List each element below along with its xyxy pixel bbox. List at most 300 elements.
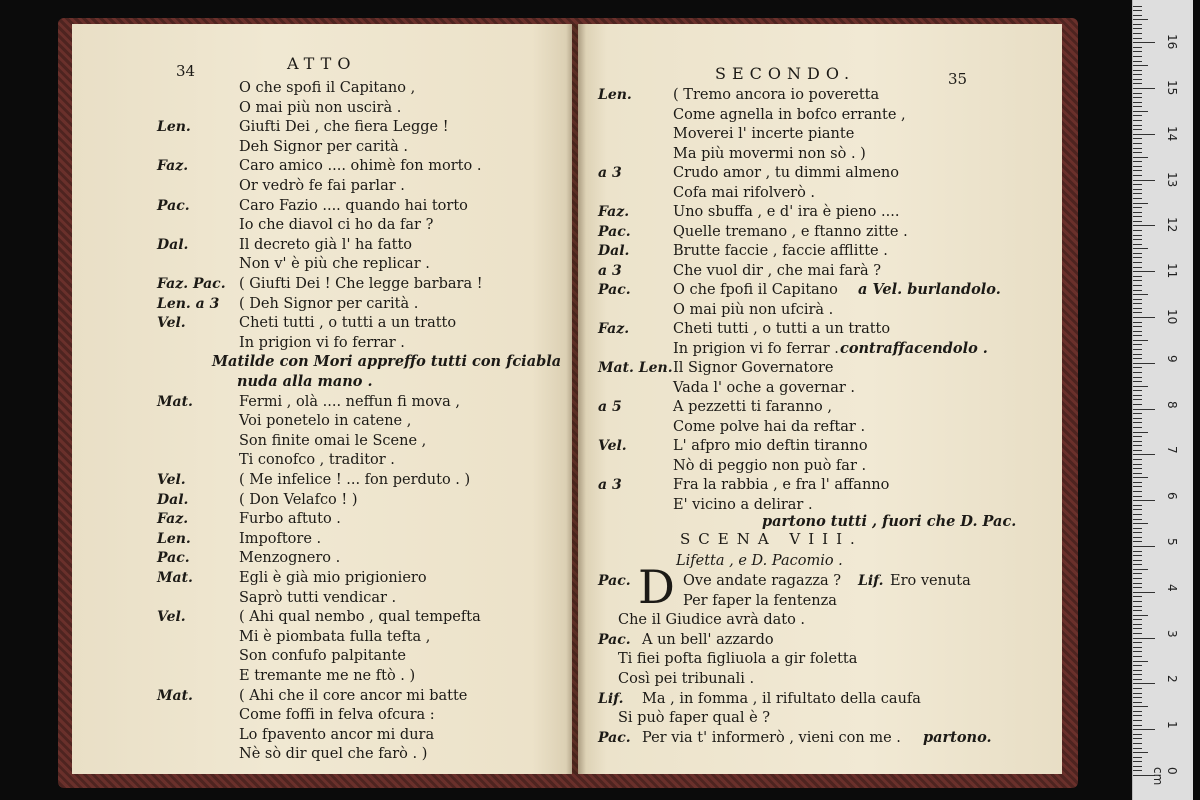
verse-line: Io che diavol ci ho da far ? bbox=[239, 217, 434, 234]
ruler-tick bbox=[1133, 770, 1142, 771]
ruler-tick bbox=[1133, 207, 1142, 208]
ruler-tick bbox=[1133, 757, 1142, 758]
ruler-tick bbox=[1133, 656, 1142, 657]
verse-line: ( Me infelice ! ... fon perduto . ) bbox=[239, 472, 471, 488]
ruler-tick bbox=[1133, 74, 1142, 75]
ruler-tick bbox=[1133, 51, 1142, 52]
verse-line: O mai più non uscirà . bbox=[239, 99, 402, 116]
ruler-tick bbox=[1133, 285, 1142, 286]
ruler-tick bbox=[1133, 290, 1142, 291]
ruler-tick bbox=[1133, 670, 1142, 671]
ruler-tick bbox=[1133, 93, 1142, 94]
ruler-tick bbox=[1133, 65, 1148, 66]
ruler-tick bbox=[1133, 372, 1142, 373]
ruler-tick bbox=[1133, 537, 1142, 538]
ruler-tick bbox=[1133, 10, 1142, 11]
ruler-tick bbox=[1133, 505, 1142, 506]
speaker-label: Faz. bbox=[157, 511, 189, 528]
ruler-label: 2 bbox=[1165, 675, 1179, 684]
ruler-tick bbox=[1133, 583, 1142, 584]
verse-line: Giufti Dei , che fiera Legge ! bbox=[239, 119, 449, 136]
speaker-label: Pac. bbox=[598, 729, 631, 746]
running-header-right: SECONDO. bbox=[715, 64, 856, 83]
ruler-tick bbox=[1133, 459, 1142, 460]
speaker-label: a 5 bbox=[598, 399, 622, 415]
speaker-label: Len. bbox=[157, 119, 191, 136]
verse-line: Furbo aftuto . bbox=[239, 511, 341, 528]
ruler-tick bbox=[1133, 134, 1155, 135]
verse-line: Or vedrò fe fai parlar . bbox=[239, 178, 405, 194]
ruler-tick bbox=[1133, 97, 1142, 98]
speaker-label: a 3 bbox=[598, 262, 622, 279]
ruler-tick bbox=[1133, 473, 1142, 474]
verse-line: Come polve hai da reftar . bbox=[673, 418, 866, 435]
ruler-tick bbox=[1133, 198, 1142, 199]
ruler-tick bbox=[1133, 674, 1142, 675]
ruler-tick bbox=[1133, 308, 1142, 309]
ruler-tick bbox=[1133, 344, 1142, 345]
ruler-tick bbox=[1133, 335, 1142, 336]
ruler-tick bbox=[1133, 276, 1142, 277]
ruler-tick bbox=[1133, 358, 1142, 359]
speaker-label: Vel. bbox=[157, 472, 186, 488]
scene-characters: Lifetta , e D. Pacomio . bbox=[676, 553, 843, 569]
ruler-tick bbox=[1133, 390, 1142, 391]
ruler-tick bbox=[1133, 166, 1142, 167]
verse-line: Fermi , olà .... neffun fi mova , bbox=[239, 393, 460, 410]
speaker-label: Faz. bbox=[598, 321, 630, 337]
ruler-tick bbox=[1133, 445, 1142, 446]
speaker-label: Dal. bbox=[157, 236, 189, 253]
verse-line: Cofa mai rifolverò . bbox=[673, 184, 816, 201]
ruler-tick bbox=[1133, 47, 1142, 48]
ruler-label: 16 bbox=[1165, 34, 1179, 50]
ruler-tick bbox=[1133, 106, 1142, 107]
ruler-tick bbox=[1133, 148, 1142, 149]
prose-line: Ma , in fomma , il rifultato della caufa bbox=[642, 690, 921, 707]
page-number-left: 34 bbox=[176, 62, 196, 80]
ruler-tick bbox=[1133, 413, 1142, 414]
speaker-label: Dal. bbox=[157, 491, 189, 508]
ruler-tick bbox=[1133, 280, 1142, 281]
ruler-tick bbox=[1133, 528, 1142, 529]
ruler-tick bbox=[1133, 138, 1142, 139]
ruler-tick bbox=[1133, 175, 1142, 176]
ruler-tick bbox=[1133, 193, 1142, 194]
verse-line: Son finite omai le Scene , bbox=[239, 432, 427, 449]
page-number-right: 35 bbox=[948, 70, 968, 88]
ruler-tick bbox=[1133, 610, 1142, 611]
ruler-tick bbox=[1133, 404, 1142, 405]
verse-line: O che fpofi il Capitano bbox=[673, 282, 838, 298]
verse-line: In prigion vi fo ferrar . bbox=[673, 340, 839, 357]
left-page bbox=[72, 24, 572, 774]
ruler-tick bbox=[1133, 221, 1142, 222]
ruler-tick bbox=[1133, 661, 1148, 662]
speaker-label: Pac. bbox=[598, 573, 631, 589]
verse-line: Nè sò dir quel che farò . ) bbox=[239, 746, 428, 763]
ruler-tick bbox=[1133, 491, 1142, 492]
ruler-tick bbox=[1133, 725, 1142, 726]
prose-line: A un bell' azzardo bbox=[642, 631, 774, 648]
speaker-label: Lif. bbox=[858, 573, 884, 589]
stage-aside: a Vel. burlandolo. bbox=[858, 281, 1001, 298]
ruler-tick bbox=[1133, 262, 1142, 263]
ruler-tick bbox=[1133, 267, 1142, 268]
ruler-tick bbox=[1133, 216, 1142, 217]
ruler-tick bbox=[1133, 363, 1155, 364]
ruler-label: 4 bbox=[1165, 583, 1179, 592]
ruler-label: 10 bbox=[1165, 309, 1179, 325]
verse-line: E tremante me ne ftò . ) bbox=[239, 668, 416, 684]
speaker-label: Len. a 3 bbox=[157, 295, 220, 312]
ruler-tick bbox=[1133, 752, 1148, 753]
ruler-tick bbox=[1133, 436, 1142, 437]
ruler-tick bbox=[1133, 432, 1148, 433]
ruler-tick bbox=[1133, 454, 1155, 455]
ruler-tick bbox=[1133, 688, 1142, 689]
ruler-label: 0 cm bbox=[1151, 767, 1179, 786]
verse-line: ( Deh Signor per carità . bbox=[239, 295, 419, 312]
ruler-tick bbox=[1133, 212, 1142, 213]
verse-line: Crudo amor , tu dimmi almeno bbox=[673, 165, 899, 181]
verse-line: Caro Fazio .... quando hai torto bbox=[239, 197, 468, 214]
speaker-label: Faz. Pac. bbox=[157, 276, 226, 292]
ruler-tick bbox=[1133, 693, 1142, 694]
ruler-tick bbox=[1133, 418, 1142, 419]
verse-line: ( Don Velafco ! ) bbox=[239, 491, 358, 508]
speaker-label: Len. bbox=[157, 530, 191, 547]
ruler-tick bbox=[1133, 519, 1142, 520]
ruler-tick bbox=[1133, 409, 1155, 410]
book-gutter bbox=[566, 24, 586, 774]
verse-line: Non v' è più che replicar . bbox=[239, 256, 430, 273]
verse-line: ( Giufti Dei ! Che legge barbara ! bbox=[239, 276, 483, 292]
stage-aside: partono. bbox=[923, 728, 992, 746]
ruler-tick bbox=[1133, 541, 1142, 542]
ruler-tick bbox=[1133, 38, 1142, 39]
verse-line: Deh Signor per carità . bbox=[239, 138, 409, 155]
speaker-label: Pac. bbox=[157, 550, 190, 567]
ruler-tick bbox=[1133, 679, 1142, 680]
prose-line: Ove andate ragazza ? bbox=[683, 573, 842, 589]
verse-line: Matilde con Mori appreffo tutti con fciabla bbox=[212, 353, 562, 371]
verse-line: Cheti tutti , o tutti a un tratto bbox=[673, 321, 891, 337]
ruler-tick bbox=[1133, 331, 1142, 332]
speaker-label: Faz. bbox=[157, 158, 189, 175]
exit-direction: partono tutti , fuori che D. Pac. bbox=[762, 513, 1017, 530]
ruler-tick bbox=[1133, 42, 1155, 43]
speaker-label: Faz. bbox=[598, 204, 630, 220]
drop-capital: D bbox=[638, 560, 675, 614]
ruler-tick bbox=[1133, 143, 1142, 144]
verse-line: A pezzetti ti faranno , bbox=[673, 399, 832, 415]
prose-line: Ti fiei pofta figliuola a gir foletta bbox=[618, 651, 858, 668]
ruler-tick bbox=[1133, 665, 1142, 666]
ruler-tick bbox=[1133, 111, 1148, 112]
speaker-label: Pac. bbox=[598, 282, 631, 298]
ruler-tick bbox=[1133, 706, 1148, 707]
verse-line: Egli è già mio prigioniero bbox=[239, 570, 427, 586]
ruler-tick bbox=[1133, 340, 1148, 341]
ruler-tick bbox=[1133, 257, 1142, 258]
ruler-tick bbox=[1133, 56, 1142, 57]
ruler-tick bbox=[1133, 157, 1148, 158]
verse-line: Come foffi in felva ofcura : bbox=[239, 707, 435, 724]
verse-line: Brutte faccie , faccie afflitte . bbox=[673, 243, 888, 259]
verse-line: In prigion vi fo ferrar . bbox=[239, 334, 405, 351]
ruler-tick bbox=[1133, 161, 1142, 162]
verse-line: Caro amico .... ohimè fon morto . bbox=[239, 158, 482, 175]
prose-line: Per faper la fentenza bbox=[683, 592, 837, 609]
speaker-label: Vel. bbox=[598, 438, 627, 454]
ruler-tick bbox=[1133, 312, 1142, 313]
ruler-tick bbox=[1133, 152, 1142, 153]
right-page bbox=[578, 24, 1062, 774]
ruler-tick bbox=[1133, 303, 1142, 304]
ruler-tick bbox=[1133, 120, 1142, 121]
verse-line: Mi è piombata fulla tefta , bbox=[239, 628, 431, 645]
ruler-tick bbox=[1133, 482, 1142, 483]
ruler-tick bbox=[1133, 317, 1155, 318]
verse-line: Il decreto già l' ha fatto bbox=[239, 236, 413, 253]
ruler-tick bbox=[1133, 326, 1142, 327]
ruler-tick bbox=[1133, 115, 1142, 116]
ruler-label: 6 bbox=[1165, 492, 1179, 500]
ruler-tick bbox=[1133, 761, 1142, 762]
ruler-tick bbox=[1133, 551, 1142, 552]
ruler-tick bbox=[1133, 271, 1155, 272]
verse-line: Ma più movermi non sò . ) bbox=[673, 145, 866, 162]
verse-line: ( Tremo ancora io poveretta bbox=[673, 87, 880, 103]
verse-line: Saprò tutti vendicar . bbox=[239, 589, 397, 606]
ruler-tick bbox=[1133, 500, 1155, 501]
ruler-tick bbox=[1133, 6, 1142, 7]
stage-aside: contraffacendolo . bbox=[840, 339, 988, 357]
verse-line: Fra la rabbia , e fra l' affanno bbox=[673, 477, 890, 493]
ruler-tick bbox=[1133, 354, 1142, 355]
ruler-tick bbox=[1133, 441, 1142, 442]
verse-line: Son confufo palpitante bbox=[239, 648, 406, 665]
ruler-tick bbox=[1133, 683, 1155, 684]
ruler-label: 9 bbox=[1165, 354, 1179, 363]
ruler-tick bbox=[1133, 230, 1142, 231]
ruler-tick bbox=[1133, 19, 1148, 20]
verse-line: Cheti tutti , o tutti a un tratto bbox=[239, 315, 457, 332]
ruler-tick bbox=[1133, 647, 1142, 648]
ruler-tick bbox=[1133, 766, 1142, 767]
ruler-tick bbox=[1133, 743, 1142, 744]
ruler-tick bbox=[1133, 615, 1148, 616]
ruler-label: 12 bbox=[1165, 217, 1179, 233]
speaker-label: Pac. bbox=[157, 197, 190, 214]
ruler-tick bbox=[1133, 184, 1142, 185]
ruler-label: 15 bbox=[1165, 80, 1179, 96]
verse-line: Uno sbuffa , e d' ira è pieno .... bbox=[673, 204, 900, 220]
speaker-label: Pac. bbox=[598, 631, 631, 648]
verse-line: Quelle tremano , e ftanno zitte . bbox=[673, 223, 908, 240]
ruler-tick bbox=[1133, 79, 1142, 80]
ruler-tick bbox=[1133, 546, 1155, 547]
ruler-tick bbox=[1133, 569, 1148, 570]
ruler-tick bbox=[1133, 509, 1142, 510]
verse-line: Ti conofco , traditor . bbox=[239, 452, 395, 469]
speaker-label: a 3 bbox=[598, 477, 622, 493]
ruler-tick bbox=[1133, 28, 1142, 29]
ruler-label: 3 bbox=[1165, 629, 1179, 638]
ruler-tick bbox=[1133, 170, 1142, 171]
speaker-label: Mat. Len. bbox=[598, 360, 673, 376]
verse-line: Moverei l' incerte piante bbox=[673, 126, 855, 142]
ruler-tick bbox=[1133, 523, 1148, 524]
ruler-tick bbox=[1133, 702, 1142, 703]
ruler-tick bbox=[1133, 651, 1142, 652]
ruler-label: 1 bbox=[1165, 721, 1179, 729]
speaker-label: Vel. bbox=[157, 609, 186, 626]
ruler-label: 13 bbox=[1165, 171, 1179, 187]
ruler-tick bbox=[1133, 592, 1155, 593]
ruler-tick bbox=[1133, 596, 1142, 597]
ruler-tick bbox=[1133, 349, 1142, 350]
ruler-tick bbox=[1133, 468, 1142, 469]
speaker-label: Mat. bbox=[157, 570, 193, 586]
ruler-tick bbox=[1133, 560, 1142, 561]
ruler-tick bbox=[1133, 734, 1142, 735]
ruler-tick bbox=[1133, 619, 1142, 620]
speaker-label: Vel. bbox=[157, 315, 186, 332]
verse-line: E' vicino a delirar . bbox=[673, 496, 813, 513]
ruler-tick bbox=[1133, 395, 1142, 396]
speaker-label: Dal. bbox=[598, 243, 630, 259]
ruler-tick bbox=[1133, 464, 1142, 465]
speaker-label: Lif. bbox=[598, 690, 624, 707]
speaker-label: Mat. bbox=[157, 393, 193, 410]
verse-line: Come agnella in bofco errante , bbox=[673, 106, 906, 123]
ruler-tick bbox=[1133, 715, 1142, 716]
ruler-tick bbox=[1133, 322, 1142, 323]
ruler-tick bbox=[1133, 748, 1142, 749]
ruler-tick bbox=[1133, 587, 1142, 588]
verse-line: O che spofi il Capitano , bbox=[239, 80, 416, 96]
ruler-tick bbox=[1133, 486, 1142, 487]
ruler-tick bbox=[1133, 477, 1148, 478]
ruler-tick bbox=[1133, 578, 1142, 579]
ruler-tick bbox=[1133, 180, 1155, 181]
ruler-label: 11 bbox=[1165, 263, 1179, 279]
verse-line: Menzognero . bbox=[239, 550, 341, 567]
ruler-label: 5 bbox=[1165, 538, 1179, 546]
verse-line: Il Signor Governatore bbox=[673, 360, 834, 376]
ruler-tick bbox=[1133, 386, 1148, 387]
verse-line: Vada l' oche a governar . bbox=[673, 379, 856, 396]
ruler-tick bbox=[1133, 642, 1142, 643]
verse-line: Voi ponetelo in catene , bbox=[239, 413, 412, 430]
ruler-tick bbox=[1133, 496, 1142, 497]
ruler-label: 14 bbox=[1165, 125, 1179, 142]
running-header-left: ATTO bbox=[287, 54, 357, 73]
ruler-label: 7 bbox=[1165, 446, 1179, 455]
ruler-tick bbox=[1133, 299, 1142, 300]
ruler-tick bbox=[1133, 24, 1142, 25]
ruler-tick bbox=[1133, 711, 1142, 712]
ruler-tick bbox=[1133, 450, 1142, 451]
speaker-label: Len. bbox=[598, 87, 632, 103]
ruler-tick bbox=[1133, 422, 1142, 423]
ruler-tick bbox=[1133, 225, 1155, 226]
verse-line: O mai più non ufcirà . bbox=[673, 301, 834, 318]
ruler-tick bbox=[1133, 628, 1142, 629]
prose-line: Si può faper qual è ? bbox=[618, 710, 771, 727]
prose-line: Per via t' informerò , vieni con me . bbox=[642, 729, 901, 746]
ruler-tick bbox=[1133, 248, 1148, 249]
ruler-tick bbox=[1133, 203, 1148, 204]
speaker-label: Pac. bbox=[598, 223, 631, 240]
ruler-tick bbox=[1133, 381, 1142, 382]
ruler-tick bbox=[1133, 129, 1142, 130]
ruler-tick bbox=[1133, 638, 1155, 639]
ruler-tick bbox=[1133, 532, 1142, 533]
ruler-tick bbox=[1133, 189, 1142, 190]
ruler-tick bbox=[1133, 294, 1148, 295]
stage-aside: Ero venuta bbox=[890, 573, 971, 589]
prose-line: Che il Giudice avrà dato . bbox=[618, 612, 806, 629]
ruler-tick bbox=[1133, 720, 1142, 721]
ruler-tick bbox=[1133, 61, 1142, 62]
scene-title: SCENA VIII. bbox=[680, 530, 863, 548]
ruler-tick bbox=[1133, 427, 1142, 428]
ruler-tick bbox=[1133, 399, 1142, 400]
ruler-tick bbox=[1133, 244, 1142, 245]
ruler-tick bbox=[1133, 738, 1142, 739]
measurement-ruler bbox=[1132, 0, 1193, 800]
verse-line: L' afpro mio deftin tiranno bbox=[673, 438, 868, 454]
speaker-label: Mat. bbox=[157, 687, 193, 704]
ruler-tick bbox=[1133, 253, 1142, 254]
ruler-tick bbox=[1133, 377, 1142, 378]
ruler-tick bbox=[1133, 125, 1142, 126]
speaker-label: a 3 bbox=[598, 165, 622, 181]
ruler-tick bbox=[1133, 88, 1155, 89]
ruler-tick bbox=[1133, 235, 1142, 236]
ruler-tick bbox=[1133, 606, 1142, 607]
verse-line: ( Ahi che il core ancor mi batte bbox=[239, 687, 468, 704]
ruler-tick bbox=[1133, 239, 1142, 240]
ruler-tick bbox=[1133, 102, 1142, 103]
ruler-tick bbox=[1133, 514, 1142, 515]
ruler-tick bbox=[1133, 573, 1142, 574]
ruler-tick bbox=[1133, 70, 1142, 71]
ruler-label: 8 bbox=[1165, 400, 1179, 409]
verse-line: ( Ahi qual nembo , qual tempefta bbox=[239, 609, 481, 626]
ruler-tick bbox=[1133, 83, 1142, 84]
ruler-tick bbox=[1133, 601, 1142, 602]
ruler-tick bbox=[1133, 564, 1142, 565]
ruler-tick bbox=[1133, 555, 1142, 556]
prose-line: Così pei tribunali . bbox=[618, 671, 755, 687]
ruler-tick bbox=[1133, 729, 1155, 730]
verse-line: Lo fpavento ancor mi dura bbox=[239, 726, 435, 743]
ruler-tick bbox=[1133, 33, 1142, 34]
verse-line: Che vuol dir , che mai farà ? bbox=[673, 262, 882, 279]
verse-line: nuda alla mano . bbox=[237, 373, 373, 390]
verse-line: Impoftore . bbox=[239, 530, 322, 547]
ruler-tick bbox=[1133, 697, 1142, 698]
ruler-tick bbox=[1133, 624, 1142, 625]
ruler-tick bbox=[1133, 367, 1142, 368]
verse-line: Nò di peggio non può far . bbox=[673, 457, 867, 474]
ruler-tick bbox=[1133, 633, 1142, 634]
ruler-tick bbox=[1133, 15, 1142, 16]
